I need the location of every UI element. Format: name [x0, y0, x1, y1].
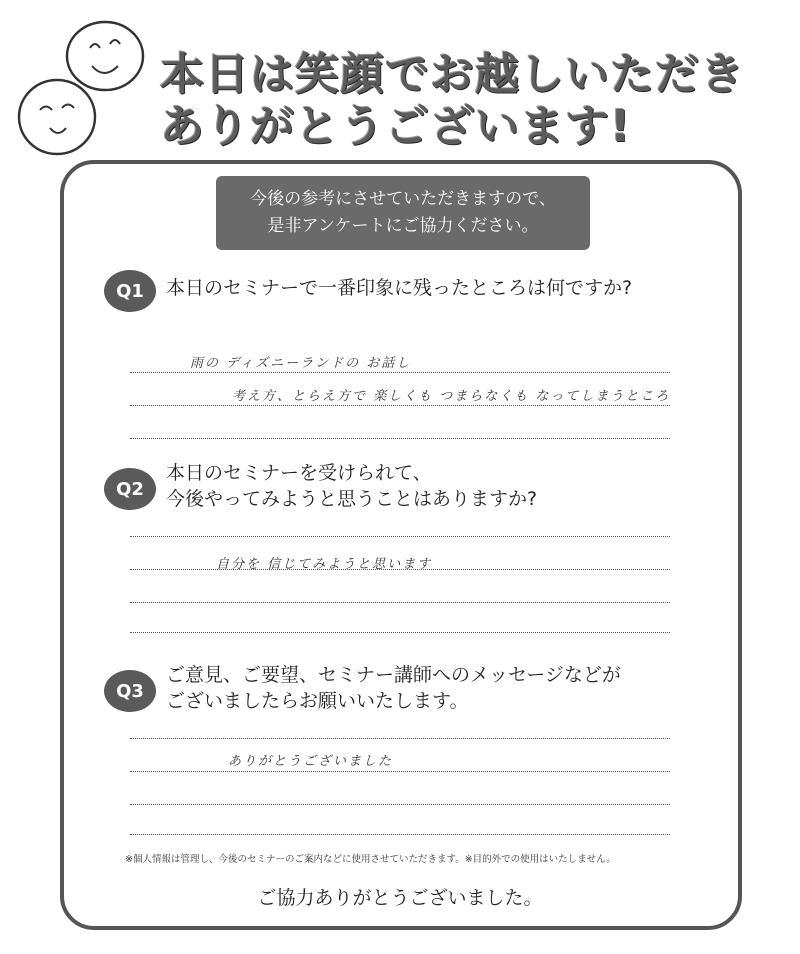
smiley-face-icon — [12, 72, 102, 162]
answer-line — [130, 771, 670, 772]
q3-answer-1: ありがとうございました — [228, 754, 394, 769]
page-title-line-1: 本日は笑顔でお越しいただき — [160, 49, 745, 100]
intro-line-1: 今後の参考にさせていただきますので、 — [250, 189, 556, 209]
q3-text: ご意見、ご要望、セミナー講師へのメッセージなどが ございましたらお願いいたします。 — [166, 664, 621, 712]
answer-line — [130, 804, 670, 805]
page-title-line-2: ありがとうございます! — [160, 101, 632, 152]
intro-line-2: 是非アンケートにご協力ください。 — [267, 216, 539, 236]
q3-badge: Q3 — [104, 670, 156, 712]
answer-line — [130, 834, 670, 835]
answer-line — [130, 632, 670, 633]
q2-text: 本日のセミナーを受けられて、 今後やってみようと思うことはありますか? — [166, 462, 538, 510]
q2-answer-1: 自分を 信じてみようと思います — [216, 557, 433, 572]
answer-line — [130, 738, 670, 739]
privacy-note: ※個人情報は管理し、今後のセミナーのご案内などに使用させていただきます。※目的外での使用はいたしません。 — [125, 854, 616, 865]
answer-line — [130, 438, 670, 439]
answer-line — [130, 372, 670, 373]
answer-line — [130, 405, 670, 406]
q2-badge: Q2 — [104, 468, 156, 510]
closing-thanks: ご協力ありがとうございました。 — [257, 887, 543, 909]
q1-answer-1: 雨の ディズニーランドの お話し — [190, 356, 412, 371]
answer-line — [130, 536, 670, 537]
q1-text: 本日のセミナーで一番印象に残ったところは何ですか? — [166, 277, 633, 299]
answer-line — [130, 602, 670, 603]
q1-badge: Q1 — [104, 270, 156, 312]
q1-answer-2: 考え方、とらえ方で 楽しくも つまらなくも なってしまうところ — [232, 389, 671, 404]
intro-banner — [216, 176, 590, 250]
